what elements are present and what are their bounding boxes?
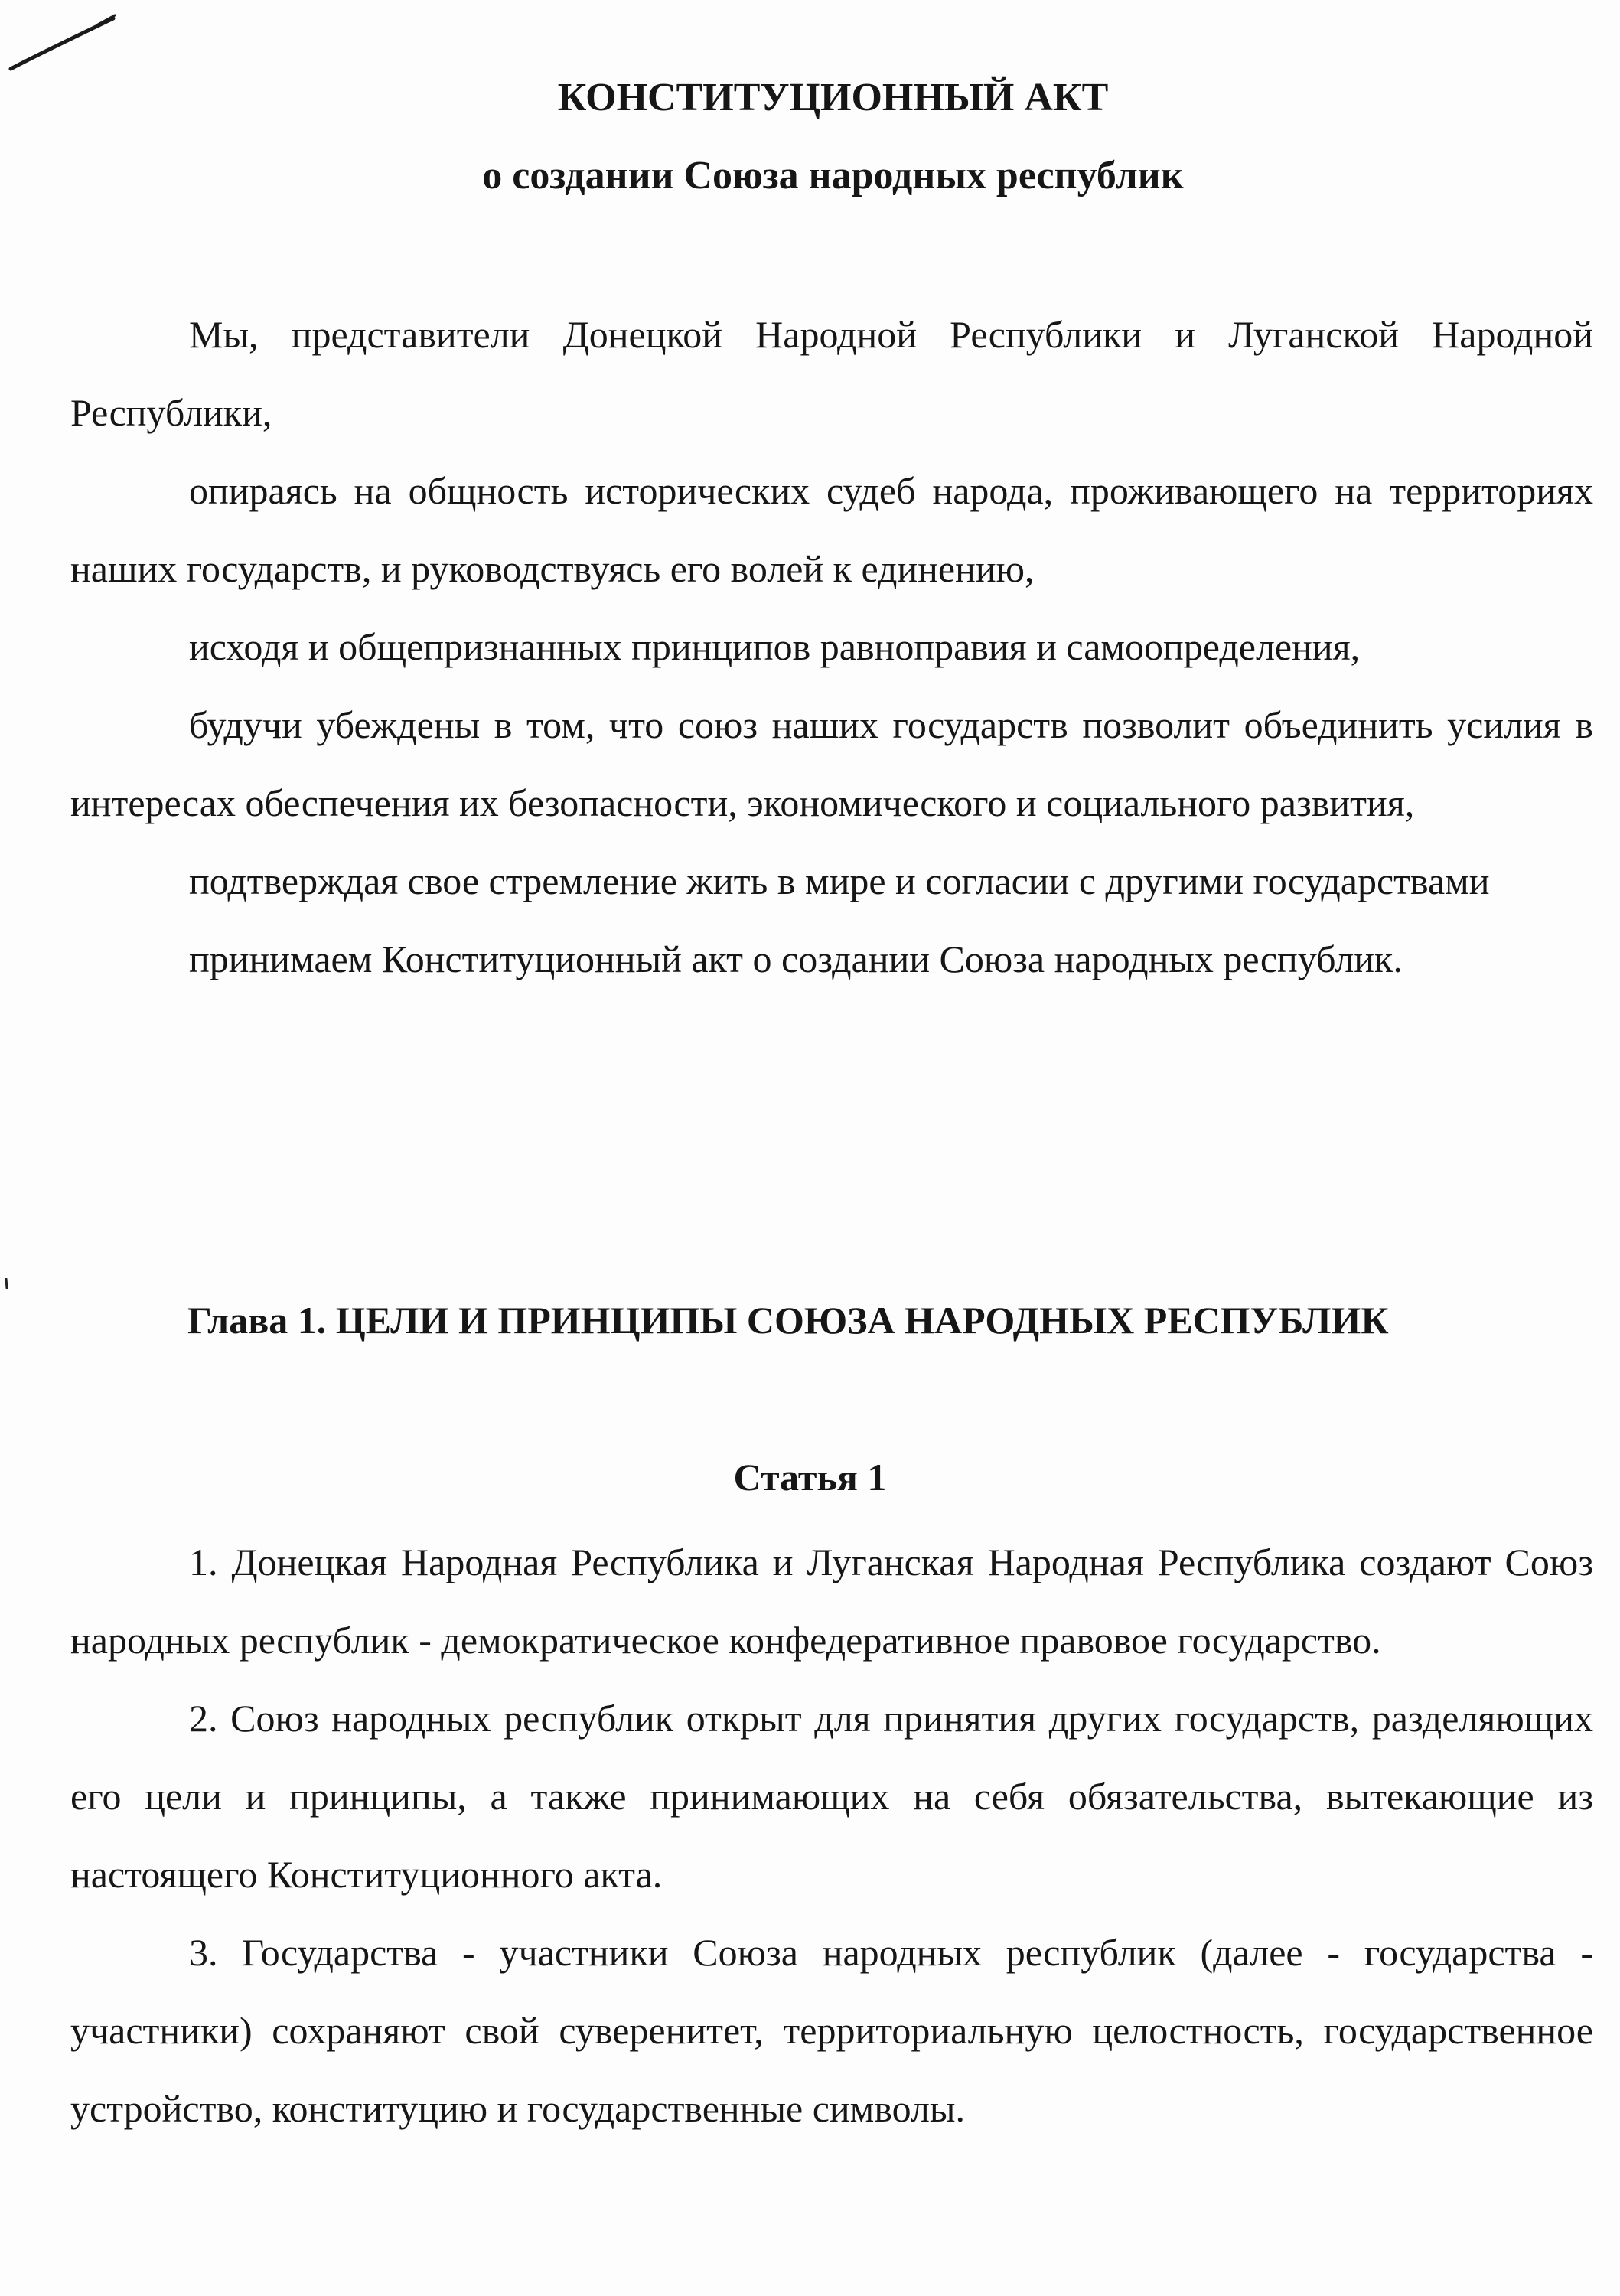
article-item: 2. Союз народных республик открыт для принятия других государств, разделяющих его цели и принципы, а также принимающих на себя обязательства, вытекающие из настоящего Конституционного акта. <box>70 1697 1593 1896</box>
preamble-paragraph: опираясь на общность исторических судеб народа, проживающего на территориях наших государств, и руководствуясь его волей к единению, <box>70 469 1593 590</box>
chapter-heading: Глава 1. ЦЕЛИ И ПРИНЦИПЫ СОЮЗА НАРОДНЫХ РЕСПУБЛИК <box>187 1299 1389 1342</box>
preamble <box>70 295 1593 998</box>
article-item: 1. Донецкая Народная Республика и Луганская Народная Республика создают Союз народных республик - демократическое конфедеративное правовое государство. <box>70 1541 1593 1662</box>
scan-edge-mark <box>3 1278 9 1289</box>
article-body <box>70 1523 1593 2148</box>
document-subtitle: о создании Союза народных республик <box>482 154 1184 197</box>
document-title: КОНСТИТУЦИОННЫЙ АКТ <box>557 76 1109 119</box>
preamble-paragraph: будучи убеждены в том, что союз наших государств позволит объединить усилия в интересах обеспечения их безопасности, экономического и социального развития, <box>70 703 1593 824</box>
article-item: 3. Государства - участники Союза народных республик (далее - государства - участники) сохраняют свой суверенитет, территориальную целостность, государственное устройство, конституцию и государственные символы. <box>70 1931 1593 2130</box>
preamble-paragraph: Мы, представители Донецкой Народной Республики и Луганской Народной Республики, <box>70 313 1593 434</box>
preamble-paragraph: принимаем Конституционный акт о создании Союза народных республик. <box>189 938 1403 980</box>
preamble-paragraph: исходя и общепризнанных принципов равноправия и самоопределения, <box>189 625 1361 668</box>
preamble-paragraph: подтверждая свое стремление жить в мире и согласии с другими государствами <box>189 859 1490 902</box>
pen-stroke-mark <box>6 8 121 77</box>
article-heading: Статья 1 <box>733 1456 887 1499</box>
